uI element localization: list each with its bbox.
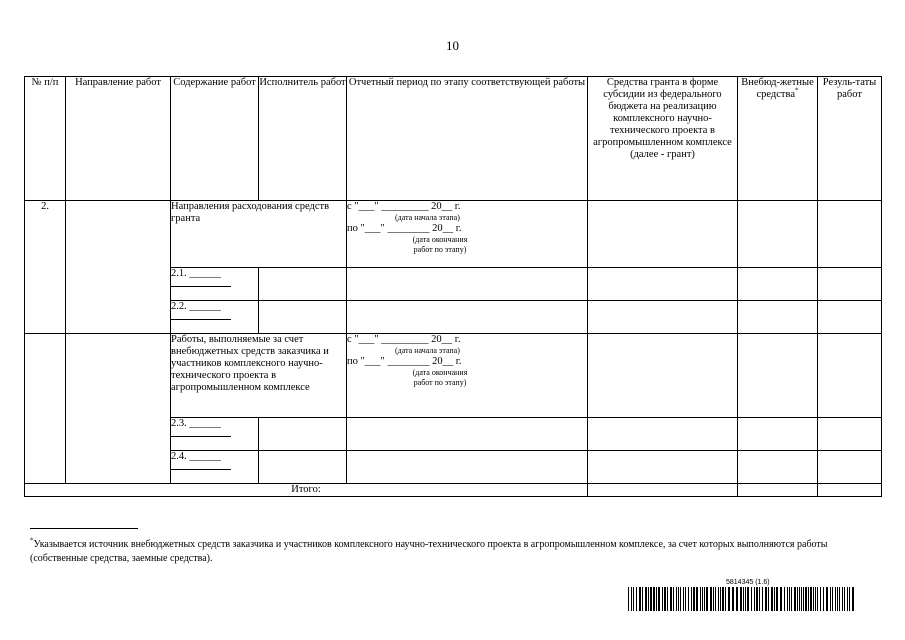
offbudget-cell (738, 268, 818, 301)
work-plan-table (24, 76, 882, 497)
table-row (25, 201, 882, 268)
footnote-marker: * (795, 86, 799, 95)
grant-cell (588, 301, 738, 334)
offbudget-total-cell (738, 484, 818, 497)
executor-cell (259, 268, 347, 301)
row-number-empty (25, 334, 66, 484)
grant-cell (588, 451, 738, 484)
footnote-text: Указывается источник внебюджетных средств заказчика и участников комплексного научно-технического проекта в агропромышленном комплексе, за счет которых выполняются работы (собственные средства, заемные средства). (30, 539, 828, 564)
results-total-cell (818, 484, 882, 497)
barcode-number: 5814345 (1.6) (726, 579, 770, 586)
period-cell (347, 451, 588, 484)
fill-line (171, 430, 231, 437)
period-from: с "___" _________ 20__ г. (347, 334, 461, 345)
results-cell (818, 201, 882, 268)
footnote-divider (30, 528, 138, 529)
period-from-note: (дата начала этапа) (395, 346, 460, 355)
grant-cell (588, 334, 738, 418)
executor-cell (259, 451, 347, 484)
subitem-label: 2.2. ______ (171, 301, 221, 312)
fill-line (171, 313, 231, 320)
period-to: по "___" ________ 20__ г. (347, 223, 462, 234)
header-grant: Средства гранта в форме субсидии из федерального бюджета на реализацию комплексного научно-технического проекта в агропромышленном комплексе (далее - грант) (588, 77, 738, 201)
header-period: Отчетный период по этапу соответствующей работы (347, 77, 588, 201)
block-title: Работы, выполняемые за счет внебюджетных средств заказчика и участников комплексного научно-технического проекта в агропромышленном комплексе (171, 334, 347, 418)
footnote (30, 538, 880, 566)
results-cell (818, 418, 882, 451)
results-cell (818, 268, 882, 301)
direction-cell (66, 201, 171, 334)
table-row (25, 334, 882, 418)
grant-cell (588, 418, 738, 451)
period-cell (347, 201, 588, 268)
results-cell (818, 301, 882, 334)
period-from-note: (дата начала этапа) (395, 213, 460, 222)
row-number: 2. (25, 201, 66, 334)
direction-cell (66, 334, 171, 484)
offbudget-cell (738, 201, 818, 268)
offbudget-cell (738, 418, 818, 451)
period-to-note: (дата окончания работ по этапу) (412, 368, 468, 387)
fill-line (171, 280, 231, 287)
barcode-image (628, 587, 856, 611)
total-label: Итого: (25, 484, 588, 497)
grant-cell (588, 268, 738, 301)
header-executor: Исполнитель работ (259, 77, 347, 201)
grant-total-cell (588, 484, 738, 497)
period-cell (347, 334, 588, 418)
block-title: Направления расходования средств гранта (171, 201, 347, 268)
period-cell (347, 418, 588, 451)
executor-cell (259, 301, 347, 334)
header-direction: Направление работ (66, 77, 171, 201)
header-row (25, 77, 882, 201)
content-cell (171, 268, 259, 301)
header-offbudget (738, 77, 818, 201)
subitem-label: 2.4. ______ (171, 451, 221, 462)
offbudget-cell (738, 301, 818, 334)
content-cell (171, 301, 259, 334)
page-number: 10 (446, 38, 459, 53)
fill-line (171, 463, 231, 470)
header-results: Резуль-таты работ (818, 77, 882, 201)
period-cell (347, 268, 588, 301)
header-num: № п/п (25, 77, 66, 201)
offbudget-cell (738, 334, 818, 418)
period-to-note: (дата окончания работ по этапу) (412, 235, 468, 254)
results-cell (818, 451, 882, 484)
subitem-label: 2.3. ______ (171, 418, 221, 429)
header-offbudget-label: Внебюд-жетные средства (741, 77, 814, 100)
subitem-label: 2.1. ______ (171, 268, 221, 279)
header-content: Содержание работ (171, 77, 259, 201)
results-cell (818, 334, 882, 418)
grant-cell (588, 201, 738, 268)
content-cell (171, 451, 259, 484)
executor-cell (259, 418, 347, 451)
period-cell (347, 301, 588, 334)
footnote-mark: * (30, 536, 34, 545)
total-row (25, 484, 882, 497)
period-from: с "___" _________ 20__ г. (347, 201, 461, 212)
content-cell (171, 418, 259, 451)
offbudget-cell (738, 451, 818, 484)
period-to: по "___" ________ 20__ г. (347, 356, 462, 367)
